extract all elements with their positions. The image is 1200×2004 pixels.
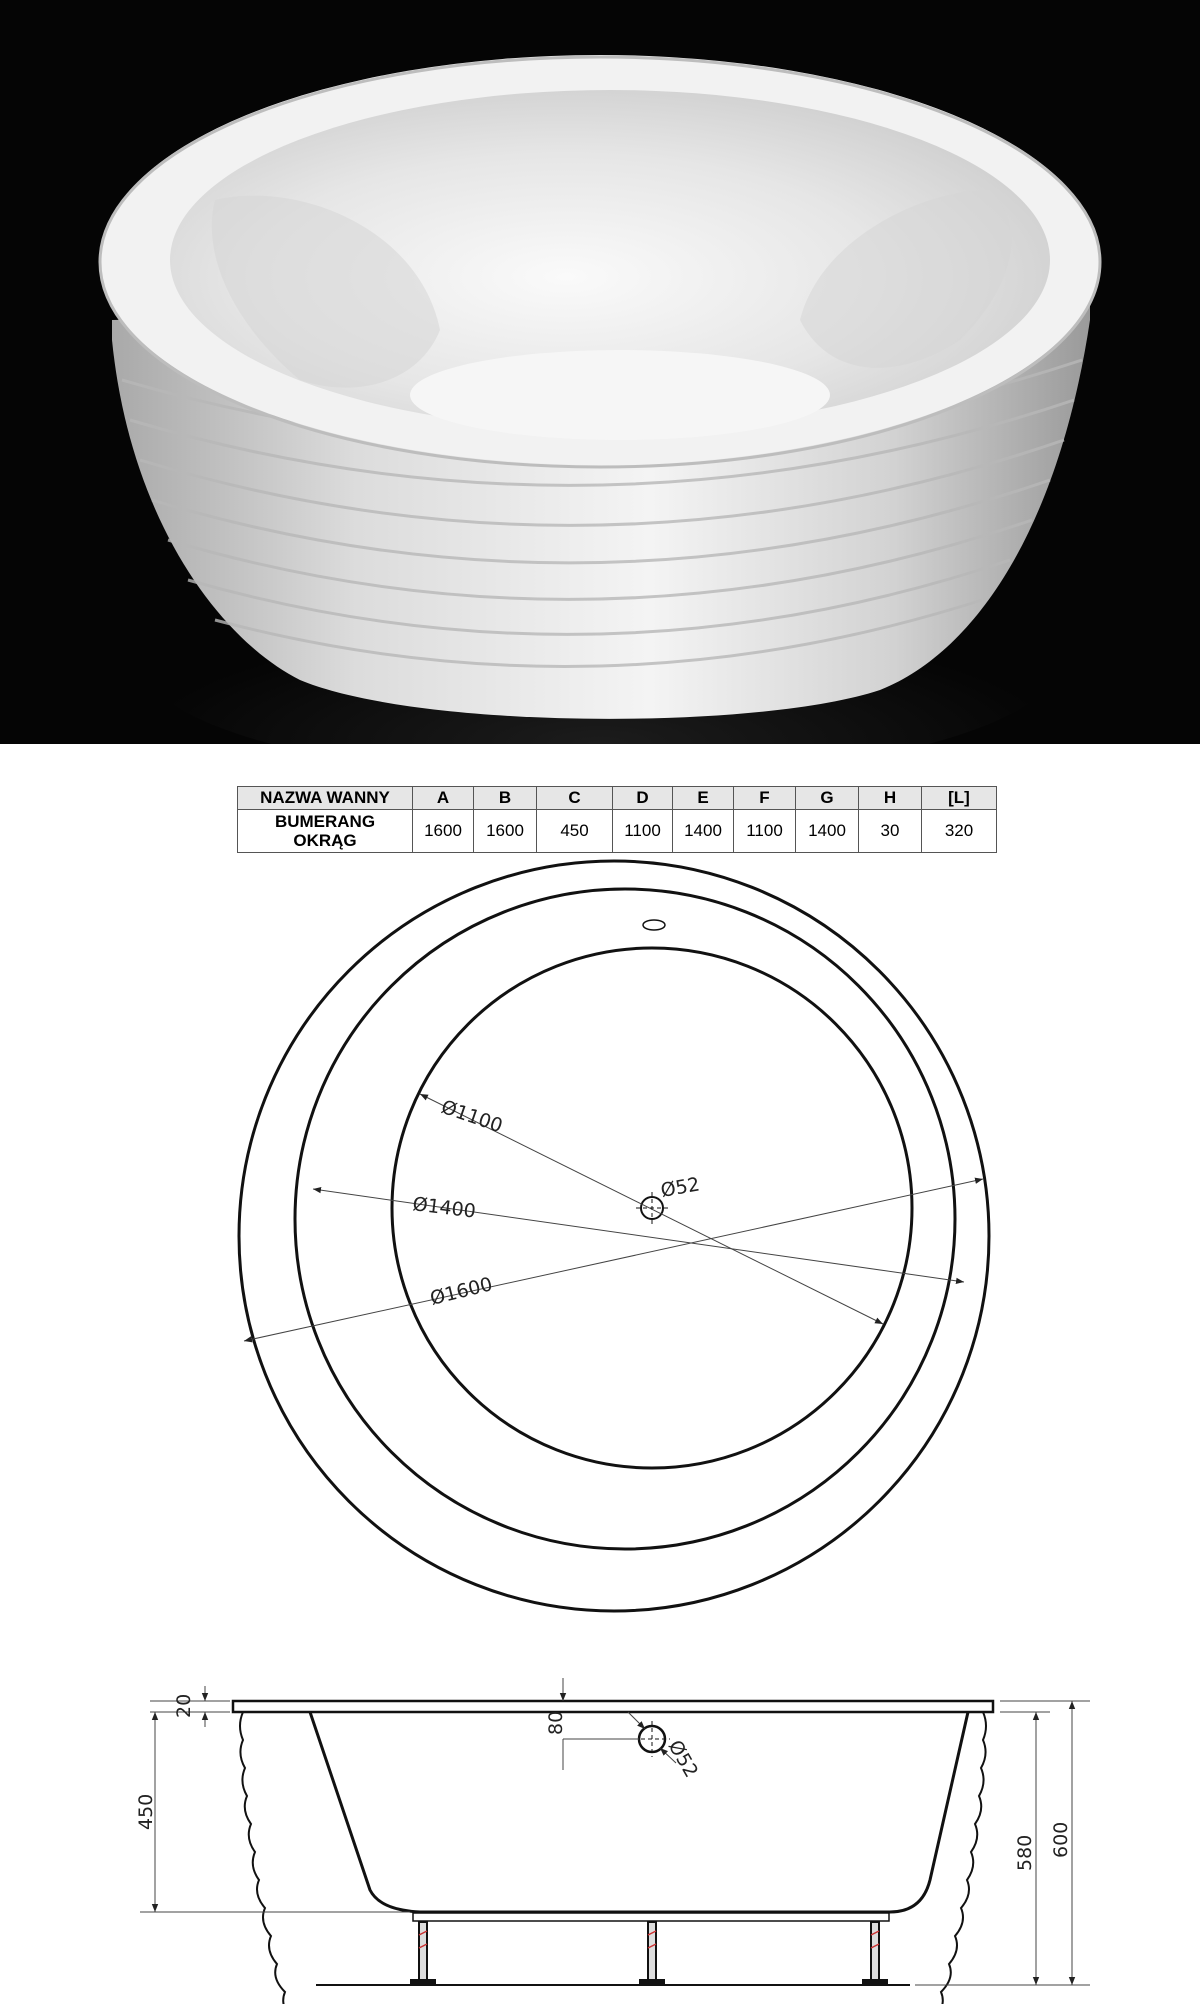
table-header-cell: G — [796, 787, 859, 810]
product-name-line1: BUMERANG — [274, 812, 376, 831]
bathtub-photo — [0, 0, 1200, 744]
legs — [411, 1922, 887, 1985]
table-cell: 1100 — [734, 810, 796, 853]
table-header-cell: E — [673, 787, 734, 810]
dim-label-600: 600 — [1050, 1821, 1072, 1858]
table-cell: 30 — [859, 810, 922, 853]
table-cell: 1100 — [613, 810, 673, 853]
outer-wall-right — [911, 1712, 986, 2004]
top-view — [239, 861, 989, 1611]
dim-label-20: 20 — [173, 1693, 195, 1718]
table-header-cell: D — [613, 787, 673, 810]
dim-label-1600: Ø1600 — [427, 1273, 495, 1310]
table-header-cell: C — [537, 787, 613, 810]
table-header-cell: F — [734, 787, 796, 810]
overflow-hole — [643, 920, 665, 930]
table-header-cell: A — [413, 787, 474, 810]
table-cell: 320 — [922, 810, 997, 853]
dim-label-450: 450 — [135, 1793, 157, 1830]
table-header-cell: H — [859, 787, 922, 810]
outer-circle — [239, 861, 989, 1611]
table-cell: 1400 — [796, 810, 859, 853]
table-cell: 1600 — [474, 810, 537, 853]
table-cell: 450 — [537, 810, 613, 853]
table-cell: 1600 — [413, 810, 474, 853]
middle-circle — [295, 889, 955, 1549]
top-view-dimensions — [244, 1094, 983, 1341]
technical-drawing — [0, 744, 1200, 2004]
outer-wall-left — [240, 1712, 315, 2004]
base-plate — [413, 1913, 889, 1921]
rim — [233, 1701, 993, 1712]
dim-label-1100: Ø1100 — [438, 1095, 506, 1138]
table-header-cell: NAZWA WANNY — [238, 787, 413, 810]
dim-label-80: 80 — [545, 1710, 567, 1735]
dim-line-1600 — [244, 1179, 983, 1341]
table-cell: 1400 — [673, 810, 734, 853]
dim-label-580: 580 — [1014, 1834, 1036, 1871]
dim-label-1400: Ø1400 — [411, 1193, 477, 1223]
dim-label-drain-top: Ø52 — [659, 1173, 702, 1202]
dim-label-overflow-diameter: Ø52 — [663, 1736, 703, 1782]
table-header-cell: [L] — [922, 787, 997, 810]
side-view-dimensions — [140, 1678, 1090, 1985]
table-header-cell: B — [474, 787, 537, 810]
product-name-line2: OKRĄG — [293, 831, 357, 850]
